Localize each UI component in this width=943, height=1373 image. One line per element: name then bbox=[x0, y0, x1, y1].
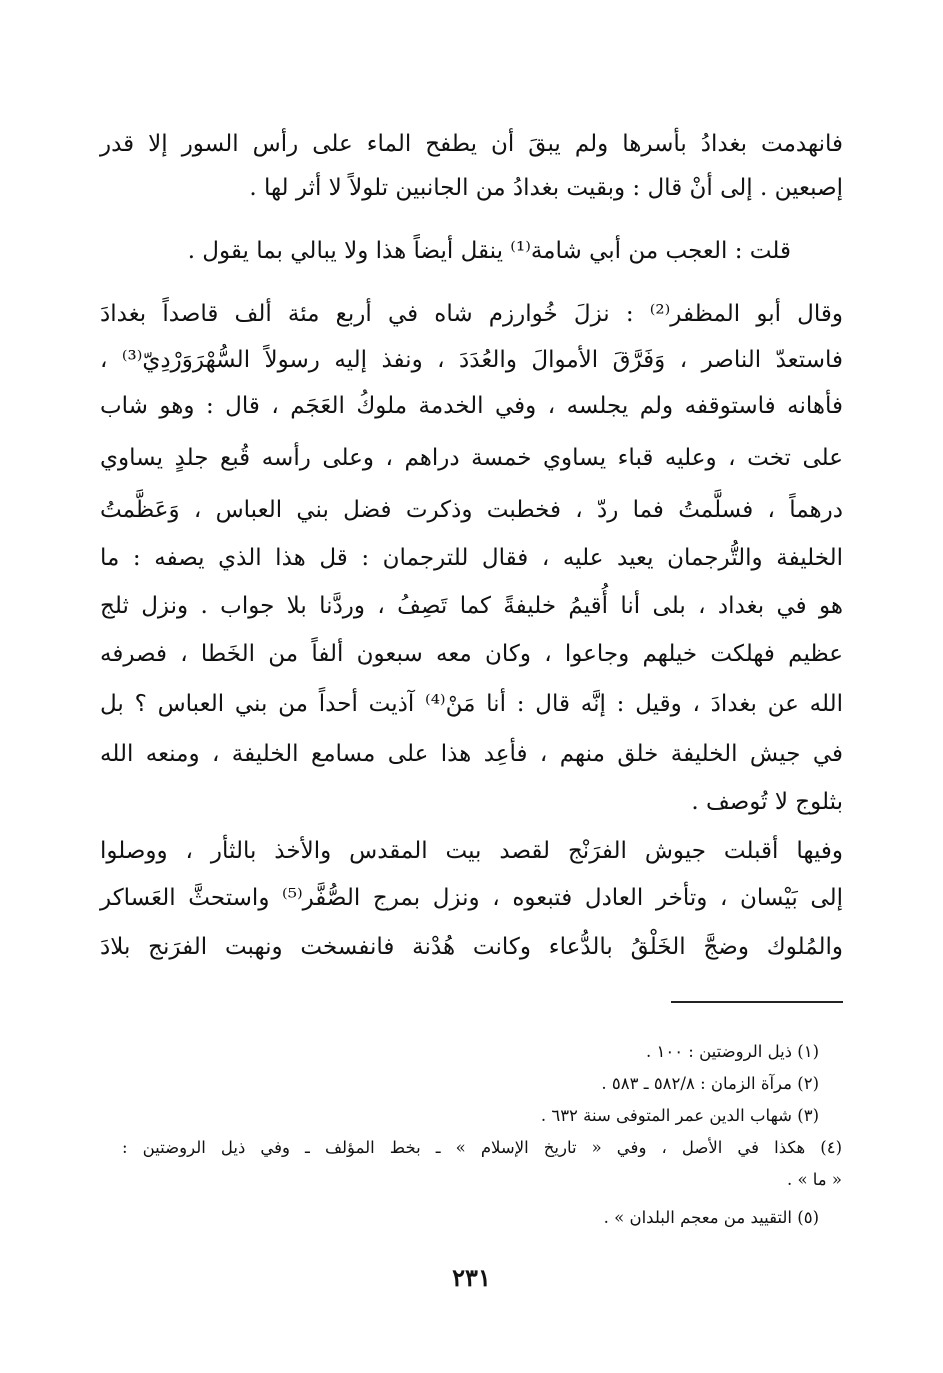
footnote-3: (٣) شهاب الدين عمر المتوفى سنة ٦٣٢ . bbox=[540, 1106, 819, 1125]
body-line: قلت : العجب من أبي شامة⁽¹⁾ ينقل أيضاً هذا ولا يبالي بما يقول . bbox=[187, 238, 791, 264]
body-line: وقال أبو المظفر⁽²⁾ : نزلَ خُوارزم شاه في أربع مئة ألف قاصداً بغدادَ bbox=[100, 301, 843, 327]
body-line: هو في بغداد ، بلى أنا أُقيمُ خليفةً كما تَصِفُ ، وردَّنا بلا جواب . ونزل ثلج bbox=[100, 593, 843, 619]
footnote-divider bbox=[671, 1001, 843, 1003]
body-line: فاستعدّ الناصر ، وَفَرَّقَ الأموالَ والعُدَدَ ، ونفذ إليه رسولاً السُّهْرَوَرْدِيّ⁽³⁾ ، bbox=[100, 347, 843, 373]
footnote-1: (١) ذيل الروضتين : ١٠٠ . bbox=[645, 1042, 819, 1061]
footnote-2: (٢) مرآة الزمان : ٥٨٢/٨ ـ ٥٨٣ . bbox=[601, 1074, 819, 1093]
body-line: الله عن بغدادَ ، وقيل : إنَّه قال : أنا مَنْ⁽⁴⁾ آذيت أحداً من بني العباس ؟ بل bbox=[100, 691, 843, 717]
body-line: إلى بَيْسان ، وتأخر العادل فتبعوه ، ونزل بمرج الصُّفَّر⁽⁵⁾ واستحثَّ العَساكر bbox=[100, 885, 843, 911]
body-line: إصبعين . إلى أنْ قال : وبقيت بغدادُ من الجانبين تلولاً لا أثر لها . bbox=[249, 175, 843, 201]
body-line: فانهدمت بغدادُ بأسرها ولم يبقَ أن يطفح الماء على رأس السور إلا قدر bbox=[100, 131, 843, 157]
footnote-5: (٥) التقييد من معجم البلدان » . bbox=[603, 1208, 819, 1227]
body-line: والمُلوك وضجَّ الخَلْقُ بالدُّعاء وكانت هُدْنة فانفسخت ونهبت الفرَنج بلادَ bbox=[100, 934, 843, 960]
body-line: بثلوج لا تُوصف . bbox=[691, 789, 843, 815]
body-line: فأهانه فاستوقفه ولم يجلسه ، وفي الخدمة ملوكُ العَجَم ، قال : وهو شاب bbox=[100, 393, 843, 419]
body-line: على تخت ، وعليه قباء يساوي خمسة دراهم ، وعلى رأسه قُبع جلدٍ يساوي bbox=[100, 445, 843, 471]
body-line: في جيش الخليفة خلق منهم ، فأعِد هذا على مسامع الخليفة ، ومنعه الله bbox=[100, 741, 843, 767]
page-number: ٢٣١ bbox=[452, 1263, 491, 1292]
footnote-4-continuation: « ما » . bbox=[786, 1170, 842, 1189]
body-line: درهماً ، فسلَّمتُ فما ردّ ، فخطبت وذكرت فضل بني العباس ، وَعَظَّمتُ bbox=[100, 497, 843, 523]
body-line: عظيم فهلكت خيلهم وجاعوا ، وكان معه سبعون ألفاً من الخَطا ، فصرفه bbox=[100, 641, 843, 667]
body-line: الخليفة والتُّرجمان يعيد عليه ، فقال للترجمان : قل هذا الذي يصفه : ما bbox=[100, 545, 843, 571]
footnote-4: (٤) هكذا في الأصل ، وفي « تاريخ الإسلام » ـ بخط المؤلف ـ وفي ذيل الروضتين : bbox=[122, 1138, 842, 1157]
body-line: وفيها أقبلت جيوش الفرَنْج لقصد بيت المقدس والأخذ بالثأر ، ووصلوا bbox=[100, 838, 843, 864]
